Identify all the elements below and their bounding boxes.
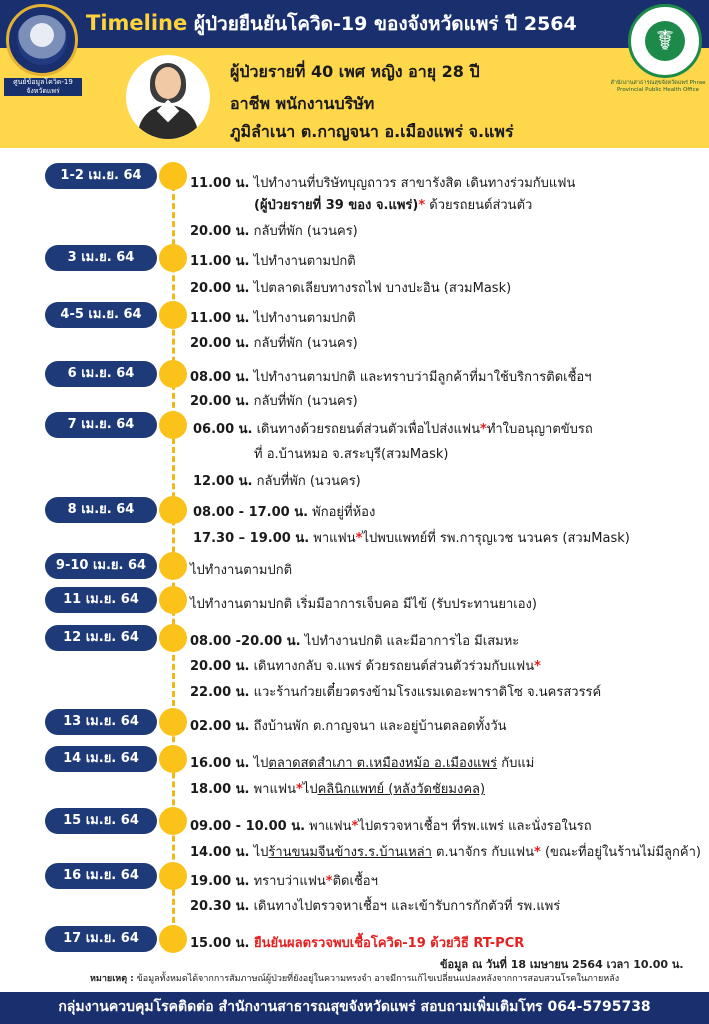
event-line: 20.00 น. กลับที่พัก (นวนคร) (190, 394, 358, 409)
timeline-dot (159, 807, 187, 835)
event-line: 14.00 น. ไปร้านขนมจีนข้างร.ร.บ้านเหล่า ต.นาจักร กับแฟน* (ขณะที่อยู่ในร้านไม่มีลูกค้า) (190, 845, 701, 860)
timeline-dot (159, 411, 187, 439)
event-line: 22.00 น. แวะร้านก๋วยเตี๋ยวตรงข้ามโรงแรมเดอะพาราดิโซ จ.นครสวรรค์ (190, 685, 602, 700)
timeline-dot (159, 552, 187, 580)
event-line: 02.00 น. ถึงบ้านพัก ต.กาญจนา และอยู่บ้านตลอดทั้งวัน (190, 719, 507, 734)
header-bar (0, 0, 709, 48)
event-line: ไปทำงานตามปกติ (190, 563, 293, 578)
date-pill: 1-2 เม.ย. 64 (45, 163, 157, 189)
timeline-dot (159, 586, 187, 614)
event-line: 19.00 น. ทราบว่าแฟน*ติดเชื้อฯ (190, 874, 378, 889)
event-line: 20.00 น. ไปตลาดเลียบทางรถไฟ บางปะอิน (สวมMask) (190, 281, 512, 296)
timeline-dot (159, 496, 187, 524)
event-line: 17.30 – 19.00 น. พาแฟน*ไปพบแพทย์ที่ รพ.การุญเวช นวนคร (สวมMask) (193, 531, 630, 546)
patient-occupation-line: อาชีพ พนักงานบริษัท (230, 94, 375, 113)
date-pill: 4-5 เม.ย. 64 (45, 302, 157, 328)
timeline-dot (159, 301, 187, 329)
event-line: 18.00 น. พาแฟน*ไปคลินิกแพทย์ (หลังวัดชัยมงคล) (190, 782, 486, 797)
data-date: ข้อมูล ณ วันที่ 18 เมษายน 2564 เวลา 10.00 น. (440, 958, 684, 971)
timeline-dot (159, 745, 187, 773)
event-line: 06.00 น. เดินทางด้วยรถยนต์ส่วนตัวเพื่อไปส่งแฟน*ทำใบอนุญาตขับรถ (193, 422, 593, 437)
date-pill: 12 เม.ย. 64 (45, 625, 157, 651)
date-pill: 11 เม.ย. 64 (45, 587, 157, 613)
event-line: 20.30 น. เดินทางไปตรวจหาเชื้อฯ และเข้ารับการกักตัวที่ รพ.แพร่ (190, 899, 561, 914)
timeline-dot (159, 862, 187, 890)
event-line: 11.00 น. ไปทำงานที่บริษัทบุญถาวร สาขารังสิต เดินทางร่วมกับแฟน (190, 176, 576, 191)
date-pill: 9-10 เม.ย. 64 (45, 553, 157, 579)
date-pill: 14 เม.ย. 64 (45, 746, 157, 772)
date-pill: 8 เม.ย. 64 (45, 497, 157, 523)
date-pill: 16 เม.ย. 64 (45, 863, 157, 889)
event-line: 20.00 น. กลับที่พัก (นวนคร) (190, 336, 358, 351)
date-pill: 3 เม.ย. 64 (45, 245, 157, 271)
ministry-of-public-health-logo-icon (628, 4, 702, 78)
event-line: 11.00 น. ไปทำงานตามปกติ (190, 254, 356, 269)
event-line: 08.00 - 17.00 น. พักอยู่ที่ห้อง (193, 505, 376, 520)
event-line-confirmed: 15.00 น. ยืนยันผลตรวจพบเชื้อโควิด-19 ด้วยวิธี RT-PCR (190, 936, 525, 951)
patient-avatar-icon (126, 55, 210, 139)
date-pill: 17 เม.ย. 64 (45, 926, 157, 952)
date-pill: 7 เม.ย. 64 (45, 412, 157, 438)
timeline-dot (159, 244, 187, 272)
event-line: 09.00 - 10.00 น. พาแฟน*ไปตรวจหาเชื้อฯ ที่รพ.แพร่ และนั่งรอในรถ (190, 819, 592, 834)
patient-hometown-line: ภูมิลำเนา ต.กาญจนา อ.เมืองแพร่ จ.แพร่ (230, 122, 514, 141)
event-line: 20.00 น. เดินทางกลับ จ.แพร่ ด้วยรถยนต์ส่วนตัวร่วมกับแฟน* (190, 659, 541, 674)
event-line: 12.00 น. กลับที่พัก (นวนคร) (193, 474, 361, 489)
right-logo-caption: สำนักงานสาธารณสุขจังหวัดแพร่ Phrae Provincial Public Health Office (610, 80, 706, 93)
event-line: 20.00 น. กลับที่พัก (นวนคร) (190, 224, 358, 239)
date-pill: 15 เม.ย. 64 (45, 808, 157, 834)
left-logo-caption: ศูนย์ข้อมูลโควิด-19 จังหวัดแพร่ (4, 78, 82, 96)
event-line: ที่ อ.บ้านหมอ จ.สระบุรี(สวมMask) (254, 447, 449, 462)
timeline-dot (159, 925, 187, 953)
date-pill: 6 เม.ย. 64 (45, 361, 157, 387)
event-line: 08.00 -20.00 น. ไปทำงานปกติ และมีอาการไอ มีเสมหะ (190, 634, 520, 649)
timeline-dot (159, 162, 187, 190)
event-line: 16.00 น. ไปตลาดสดสำเภา ต.เหมืองหม้อ อ.เมืองแพร่ กับแม่ (190, 756, 535, 771)
event-line: 08.00 น. ไปทำงานตามปกติ และทราบว่ามีลูกค้าที่มาใช้บริการติดเชื้อฯ (190, 370, 592, 385)
covid-center-logo-icon (6, 4, 78, 76)
date-pill: 13 เม.ย. 64 (45, 709, 157, 735)
footer-contact: กลุ่มงานควบคุมโรคติดต่อ สำนักงานสาธารณสุขจังหวัดแพร่ สอบถามเพิ่มเติมโทร 064-5795738 (0, 992, 709, 1024)
timeline-dot (159, 360, 187, 388)
event-line: ไปทำงานตามปกติ เริ่มมีอาการเจ็บคอ มีไข้ (รับประทานยาเอง) (190, 597, 537, 612)
remark: หมายเหตุ : ข้อมูลทั้งหมดได้จากการสัมภาษณ์ผู้ป่วยที่ยังอยู่ในความทรงจำ อาจมีการแก้ไขเปลี่ยนแปลงหลังจากการสอบสวนโรคในภายหลัง (90, 974, 620, 984)
page-title (86, 9, 577, 39)
patient-id-line: ผู้ป่วยรายที่ 40 เพศ หญิง อายุ 28 ปี (230, 62, 480, 81)
event-line: (ผู้ป่วยรายที่ 39 ของ จ.แพร่)* ด้วยรถยนต์ส่วนตัว (254, 198, 533, 213)
timeline-dot (159, 624, 187, 652)
title-text: ผู้ป่วยยืนยันโควิด-19 ของจังหวัดแพร่ ปี 2564 (187, 13, 577, 35)
title-prefix: Timeline (86, 11, 188, 35)
timeline-dot (159, 708, 187, 736)
event-line: 11.00 น. ไปทำงานตามปกติ (190, 311, 356, 326)
